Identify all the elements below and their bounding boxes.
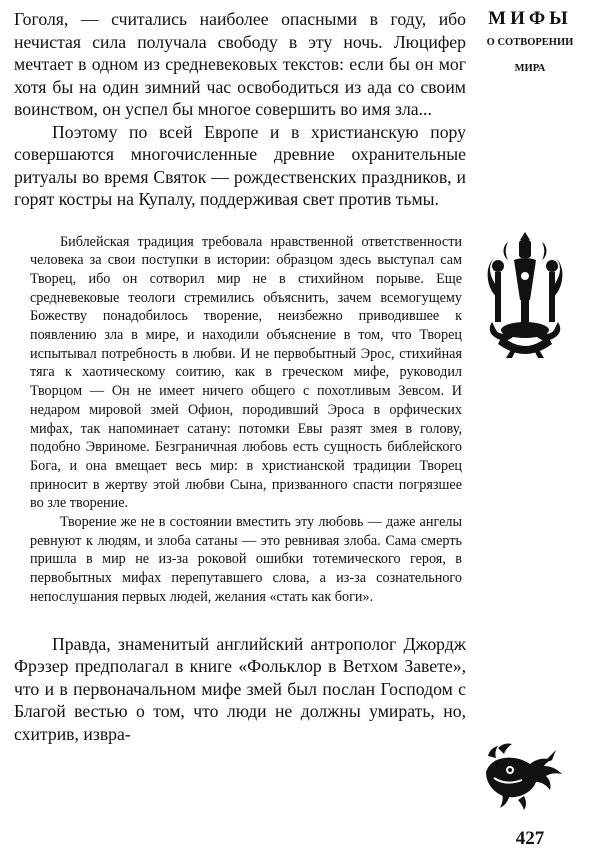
body-paragraph-3: Правда, знаменитый английский антрополог Джордж Фрэзер предполагал в книге «Фольклор в Ветхом Завете», что и в первоначальном мифе змей был послан Господом с Благой вестью о том, что люди не должны умирать, но, схитрив, извра- [14,633,466,744]
dragon-head-ornament-icon [480,742,566,812]
running-head-subtitle-1: О СОТВОРЕНИИ [486,37,574,48]
body-paragraph-1: Гоголя, — считались наиболее опасными в году, ибо нечистая сила получала свободу в эту ночь. Люцифер мечтает в одном из средневековых текстов: если бы он мог хотя бы на один зимний час освободиться из ада со своим воинством, он успел бы многое совершить во имя зла... [14,9,466,119]
page-number: 427 [515,828,545,849]
inset-paragraph-2: Творение же не в состоянии вместить эту любовь — даже ангелы ревнуют к людям, и злоба сатаны — это ревнивая злоба. Сама смерть пришла в мир не из-за роковой ошибки тотемического героя, в первобытных мифах перепутавшего слова, а из-за сознательного непослушания первых людей, желания «стать как боги». [30,514,462,605]
running-head-title: МИФЫ [488,8,572,29]
candelabrum-ornament-icon [484,228,566,360]
body-paragraph-2: Поэтому по всей Европе и в христианскую пору совершаются многочисленные древние охранительные ритуалы во время Святок — рождественских праздников, и горят костры на Купалу, поддерживая свет против тьмы. [14,121,466,209]
running-head-subtitle-2: МИРА [514,63,546,74]
inset-paragraph-1: Библейская традиция требовала нравственной ответственности человека за свои поступки в истории: образцом здесь выступал сам Творец, ибо он сотворил мир не в стихийном порыве. Еще средневековые теологи стремились объяснить, зачем всемогущему Божеству понадобилось творение, неизбежно приводившее к появлению зла в мире, и находили объяснение в том, что Творец испытывал потребность в любви. И не первобытный Эрос, стихийная тяга к хаотическому соитию, как в греческом мифе, руководил Творцом — Он не имеет ничего общего с похотливым Зевсом. И недаром мировой змей Офион, породивший Эроса в орфических мифах, так напоминает сатану: потомки Евы разят змея в голову, подобно Эвриноме. Безграничная любовь есть сущность библейского Бога, и она вмещает весь мир: в христианской традиции Творец приносит в жертву этой любви Сына, призванного спасти погрязшее во зле творение. [30,233,462,512]
main-text-column [14,8,466,745]
